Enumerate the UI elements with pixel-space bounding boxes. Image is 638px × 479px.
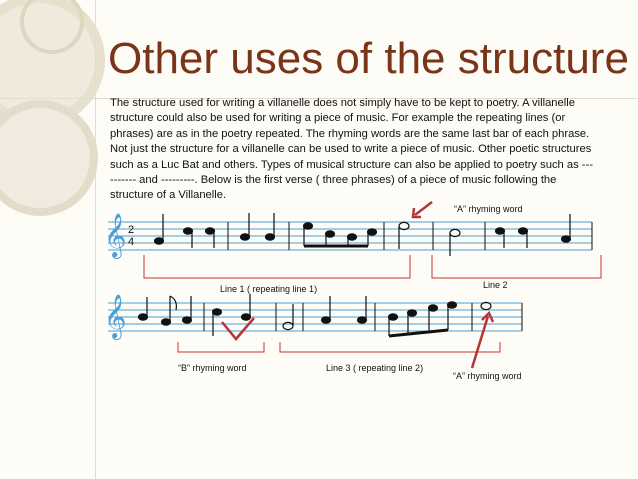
label-b-rhyme: “B” rhyming word [178, 363, 247, 373]
label-line1: Line 1 ( repeating line 1) [220, 284, 318, 294]
label-line3: Line 3 ( repeating line 2) [326, 363, 424, 373]
treble-clef-1: 𝄞 [104, 213, 127, 257]
time-signature-bottom: 4 [128, 236, 135, 248]
body-paragraph: The structure used for writing a villanelle does not simply have to be kept to poetry. A villanelle structure could also be used for writing a piece of music. For example the repeating lines (or phrases) are as in the poetry repeated. The rhyming words are the same last bar of each phrase. Not just the structure for a villanelle can be used to write a piece of music. Other poetic structures such as a Luc Bat and others. Types of musical structure can also be applied to poetry such as ---------- and ---------. Below is the first verse ( three phrases) of a piece of music following the structure of a Villanelle. [110, 97, 593, 202]
label-a-rhyme-top: “A” rhyming word [454, 204, 523, 214]
label-line2: Line 2 [483, 280, 508, 290]
time-signature-top: 2 [128, 224, 135, 236]
line2-brackets [178, 342, 500, 352]
a-rhyme-arrow-bottom [472, 313, 493, 368]
page-title: Other uses of the structure [108, 34, 629, 83]
treble-clef-2: 𝄞 [104, 294, 127, 338]
b-rhyme-arrow [222, 318, 254, 339]
staff-2-notes [139, 294, 492, 336]
a-rhyme-arrow-top [413, 202, 432, 217]
line1-bracket [144, 255, 601, 278]
label-a-rhyme-bottom: “A” rhyming word [453, 371, 522, 381]
